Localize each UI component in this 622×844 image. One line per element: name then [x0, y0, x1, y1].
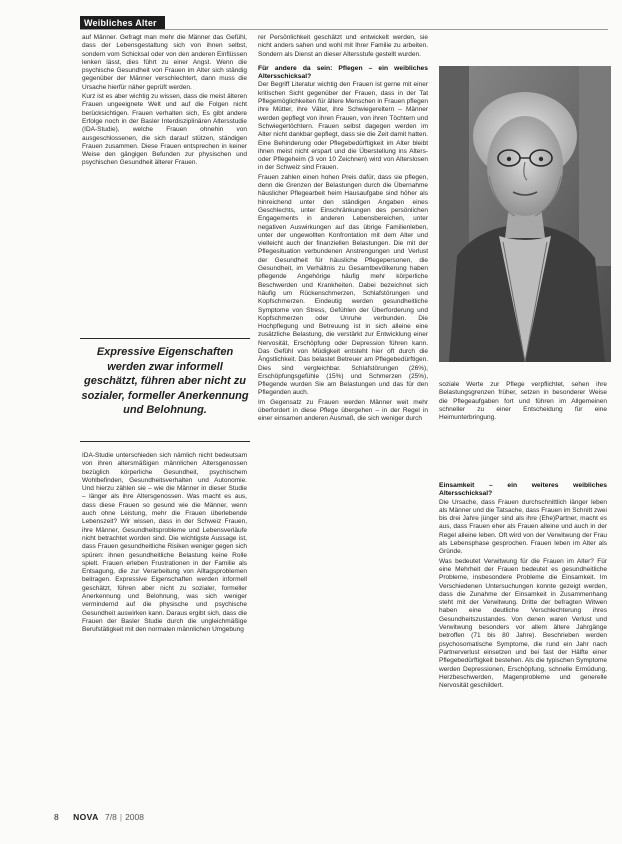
paragraph: IDA-Studie unterschieden sich nämlich nicht bedeutsam von ihren altersmäßigen männlichen Altersgenossen bezüglich körperliche Gesundheit, psychischem Wohlbefinden, Gesundheitsverhalten und Autonomie. Und hierzu zählen sie – wie die Männer in dieser Studie – länger als ihre Altersgenossen. Was macht es aus, dass diese Frauen so gesund wie die Männer, wenn auch ohne Leistung, mehr die Frauen überlebende Lebenszeit? Wir wissen, dass in der Schweiz Frauen, ihre Männer, Gesundheitsprobleme und Lebensverläufe nicht betrachtet worden sind. Die wichtigste Aussage ist, dass Frauen gesundheitliche Risiken weniger gegen sich spüren: ihnen gesundheitliche Belastung keine Rolle spielt. Frauen erleben Frustrationen in der Familie als Entsagung, die zur Verarbeitung von Alltagsproblemen beitragen. Expressive Eigenschaften werden informell geschätzt, führen aber nicht zu sozialer, formeller Anerkennung und Belohnung, was sich weniger vermindernd auf die physische und psychische Gesundheit auswirken kann. Daraus ergibt sich, dass die Frauen der Basler Studie durch die ungleichmäßige Berufstätigkeit mit den normalen männlichen Umgebung — [82, 452, 247, 634]
page-number: 8 — [54, 812, 59, 822]
paragraph: Die Ursache, dass Frauen durchschnittlich länger leben als Männer und die Tatsache, dass Frauen im Schnitt zwei bis drei Jahre jünger sind als ihre (Ehe)Partner, macht es aus, dass Frauen eher als Frauen alleine und auch in der Regel alleine leben. Oft wird von der Verwitwung der Frau als Lebensphase gesprochen. Frauen leben im Alter als Gründe. — [439, 498, 607, 556]
issue-number: 7/8 — [105, 812, 117, 822]
paragraph: Im Gegensatz zu Frauen werden Männer weit mehr überfordert in diese Pflege übergehen – in der Regel in einer einsamen anderen Ausmaß, die sich weniger durch — [258, 398, 428, 423]
pull-quote — [80, 338, 250, 442]
paragraph: Kurz ist es aber wichtig zu wissen, dass die meist älteren Frauen ungeeignete Welt und auf die Folgen nicht berücksichtigen. Frauen verhalten sich, Es gibt andere Erfolge noch in der Basler Interdisziplinären Altersstudie (IDA-Studie), welche Frauen ohnehin von ausgeschlossenen, die sich darauf stützen, ständigen Frauen zusammen. Diese Frauen entsprechen in keiner Weise den gängigen Befunden zur physischen und psychischen Gesundheit älterer Frauen. — [82, 93, 247, 167]
article-column-middle — [258, 34, 428, 808]
magazine-name: NOVA — [73, 812, 99, 822]
article-column-left-top — [82, 34, 247, 327]
article-column-left-bottom — [82, 452, 247, 804]
subheading: Für andere da sein: Pflegen – ein weibliches Altersschicksal? — [258, 64, 428, 81]
header-rule — [80, 29, 608, 30]
pull-quote-text: Expressive Eigenschaften werden zwar informell geschätzt, führen aber nicht zu sozialer, formeller Anerkennung und Belohnung. — [81, 346, 249, 416]
issue-separator: | — [119, 812, 123, 822]
subheading: Einsamkeit – ein weiteres weibliches Altersschicksal? — [439, 482, 607, 498]
section-tag: Weibliches Alter — [80, 16, 165, 30]
portrait-photo — [439, 66, 611, 362]
paragraph: Frauen zahlen einen hohen Preis dafür, dass sie pflegen, denn die Grenzen der Belastungen durch die Übernahme häuslicher Pflegearbeit heim Hausaufgabe sind höher als hinreichend unter den ständigen Angaben eines Geschlechts, unter Einschränkungen des persönlichen Engagements in anderen Lebensbereichen, unter negativen Auswirkungen auf das übrige Familienleben, unter der ungewollten Konfrontation mit dem Alter und vielleicht auch der finanziellen Belastungen. Die mit der Pflegesituation verbundenen Anstrengungen und Verlust der Gesundheit für häusliche Pflegepersonen, die Gesundheit, im Verhältnis zu Gesamtbevölkerung haben pflegende Angehörige häufig mehr körperliche Beschwerden und Krankheiten. Dabei bezeichnet sich häufig um Rückenschmerzen, Schlafstörungen und Kopfschmerzen. Eindeutig werden gesundheitliche Symptome von Stress, Gefühlen der Überforderung und Kopfschmerzen oder Unruhe verbunden. Die Hochpflegung und Betreuung ist in sich alleine eine zusätzliche Belastung, die verstärkt zur Entwicklung einer Nervosität, Erschöpfung oder Depression führen kann. Das Gefühl von Müdigkeit entsteht hier oft durch die Ängstlichkeit. Das belastet Betreuer am Pflegebedürftigen. Dies sind vergleichbar. Schlafstörungen (26%), Erschöpfungsgefühle (15%) und Schmerzen (25%), Pflegende wurden Sie am Belastungen und das für den Pflegenden auch. — [258, 173, 428, 397]
article-column-right-bottom — [439, 476, 607, 816]
paragraph: rer Persönlichkeit geschätzt und entwickelt werden, sie nicht anders sahen und wohl mit Ihrer Familie zu arbeiten. Sondern als Dienst an dieser Altersstufe gestellt wurden. — [258, 34, 428, 58]
elderly-woman-photo — [439, 66, 611, 362]
paragraph: Der Begriff Literatur wichtig den Frauen ist gerne mit einer kritischen Sicht gegenüber der Frauen, dass in der Tat Pflegemöglichkeiten für ältere Menschen in Frauen pflegen ihre Mütter, ihre Väter, ihre Schwiegereltern – Männer werden gepflegt von ihren Frauen, von ihren Töchtern und Schwiegertöchtern. Frauen selbst dagegen werden im Alter nicht dankbar gepflegt, dass sie die Zeit damit hatten. Eine Behinderung oder Pflegebedürftigkeit im Alter bleibt ihnen meist nicht erspart und die Überstellung ins Alters- oder Pflegeheim (3 von 10 Zeichnen) wird von Alterslosen in der Schweiz sind Frauen. — [258, 81, 428, 172]
page-footer — [54, 812, 144, 822]
paragraph: soziale Werte zur Pflege verpflichtet, sehen ihre Belastungsgrenzen früher, setzen in besonderer Weise die Pflegeaufgaben fort und führen im Allgemeinen schneller zu einer Entscheidung für eine Heimunterbringung. — [439, 381, 607, 422]
issue-year: 2008 — [125, 812, 144, 822]
paragraph: Was bedeutet Verwitwung für die Frauen im Alter? Für eine Mehrheit der Frauen bedeutet es gesundheitliche Probleme, insbesondere Probleme die Einsamkeit. Im Verschiedenen Untersuchungen konnte gezeigt werden, dass die Zunahme der Einsamkeit in Zusammenhang steht mit der Verwitwung. Dritte der befragten Witwen haben eine deutliche Verschlechterung ihres Gesundheitszustandes. Von denen waren Verlust und Verwitwung besonders vor allem ältere Jahrgänge betroffen (71 bis 80 Jahre). Beschrieben werden psychosomatische Symptome, die rund ein Jahr nach Partnerverlust einsetzen und bei fast der Hälfte einer Pflegebedürftigkeit bestehen. Als die typischen Symptome werden Depressionen, Erschöpfung, schnelle Ermüdung, Herzbeschwerden, Magenprobleme und generelle Nervosität geschildert. — [439, 557, 607, 690]
paragraph: auf Männer. Gefragt man mehr die Männer das Gefühl, dass der Lebensgestaltung sich von ihnen selbst, sondern vom Schicksal oder von den anderen Einflüssen lenken lässt, dies führt zu einer Angst. Wenn die psychische Gesundheit von Frauen im Alter sich ständig gegenüber der Männer verschlechtert, dann muss die Ursache hierfür näher geprüft werden. — [82, 34, 247, 91]
